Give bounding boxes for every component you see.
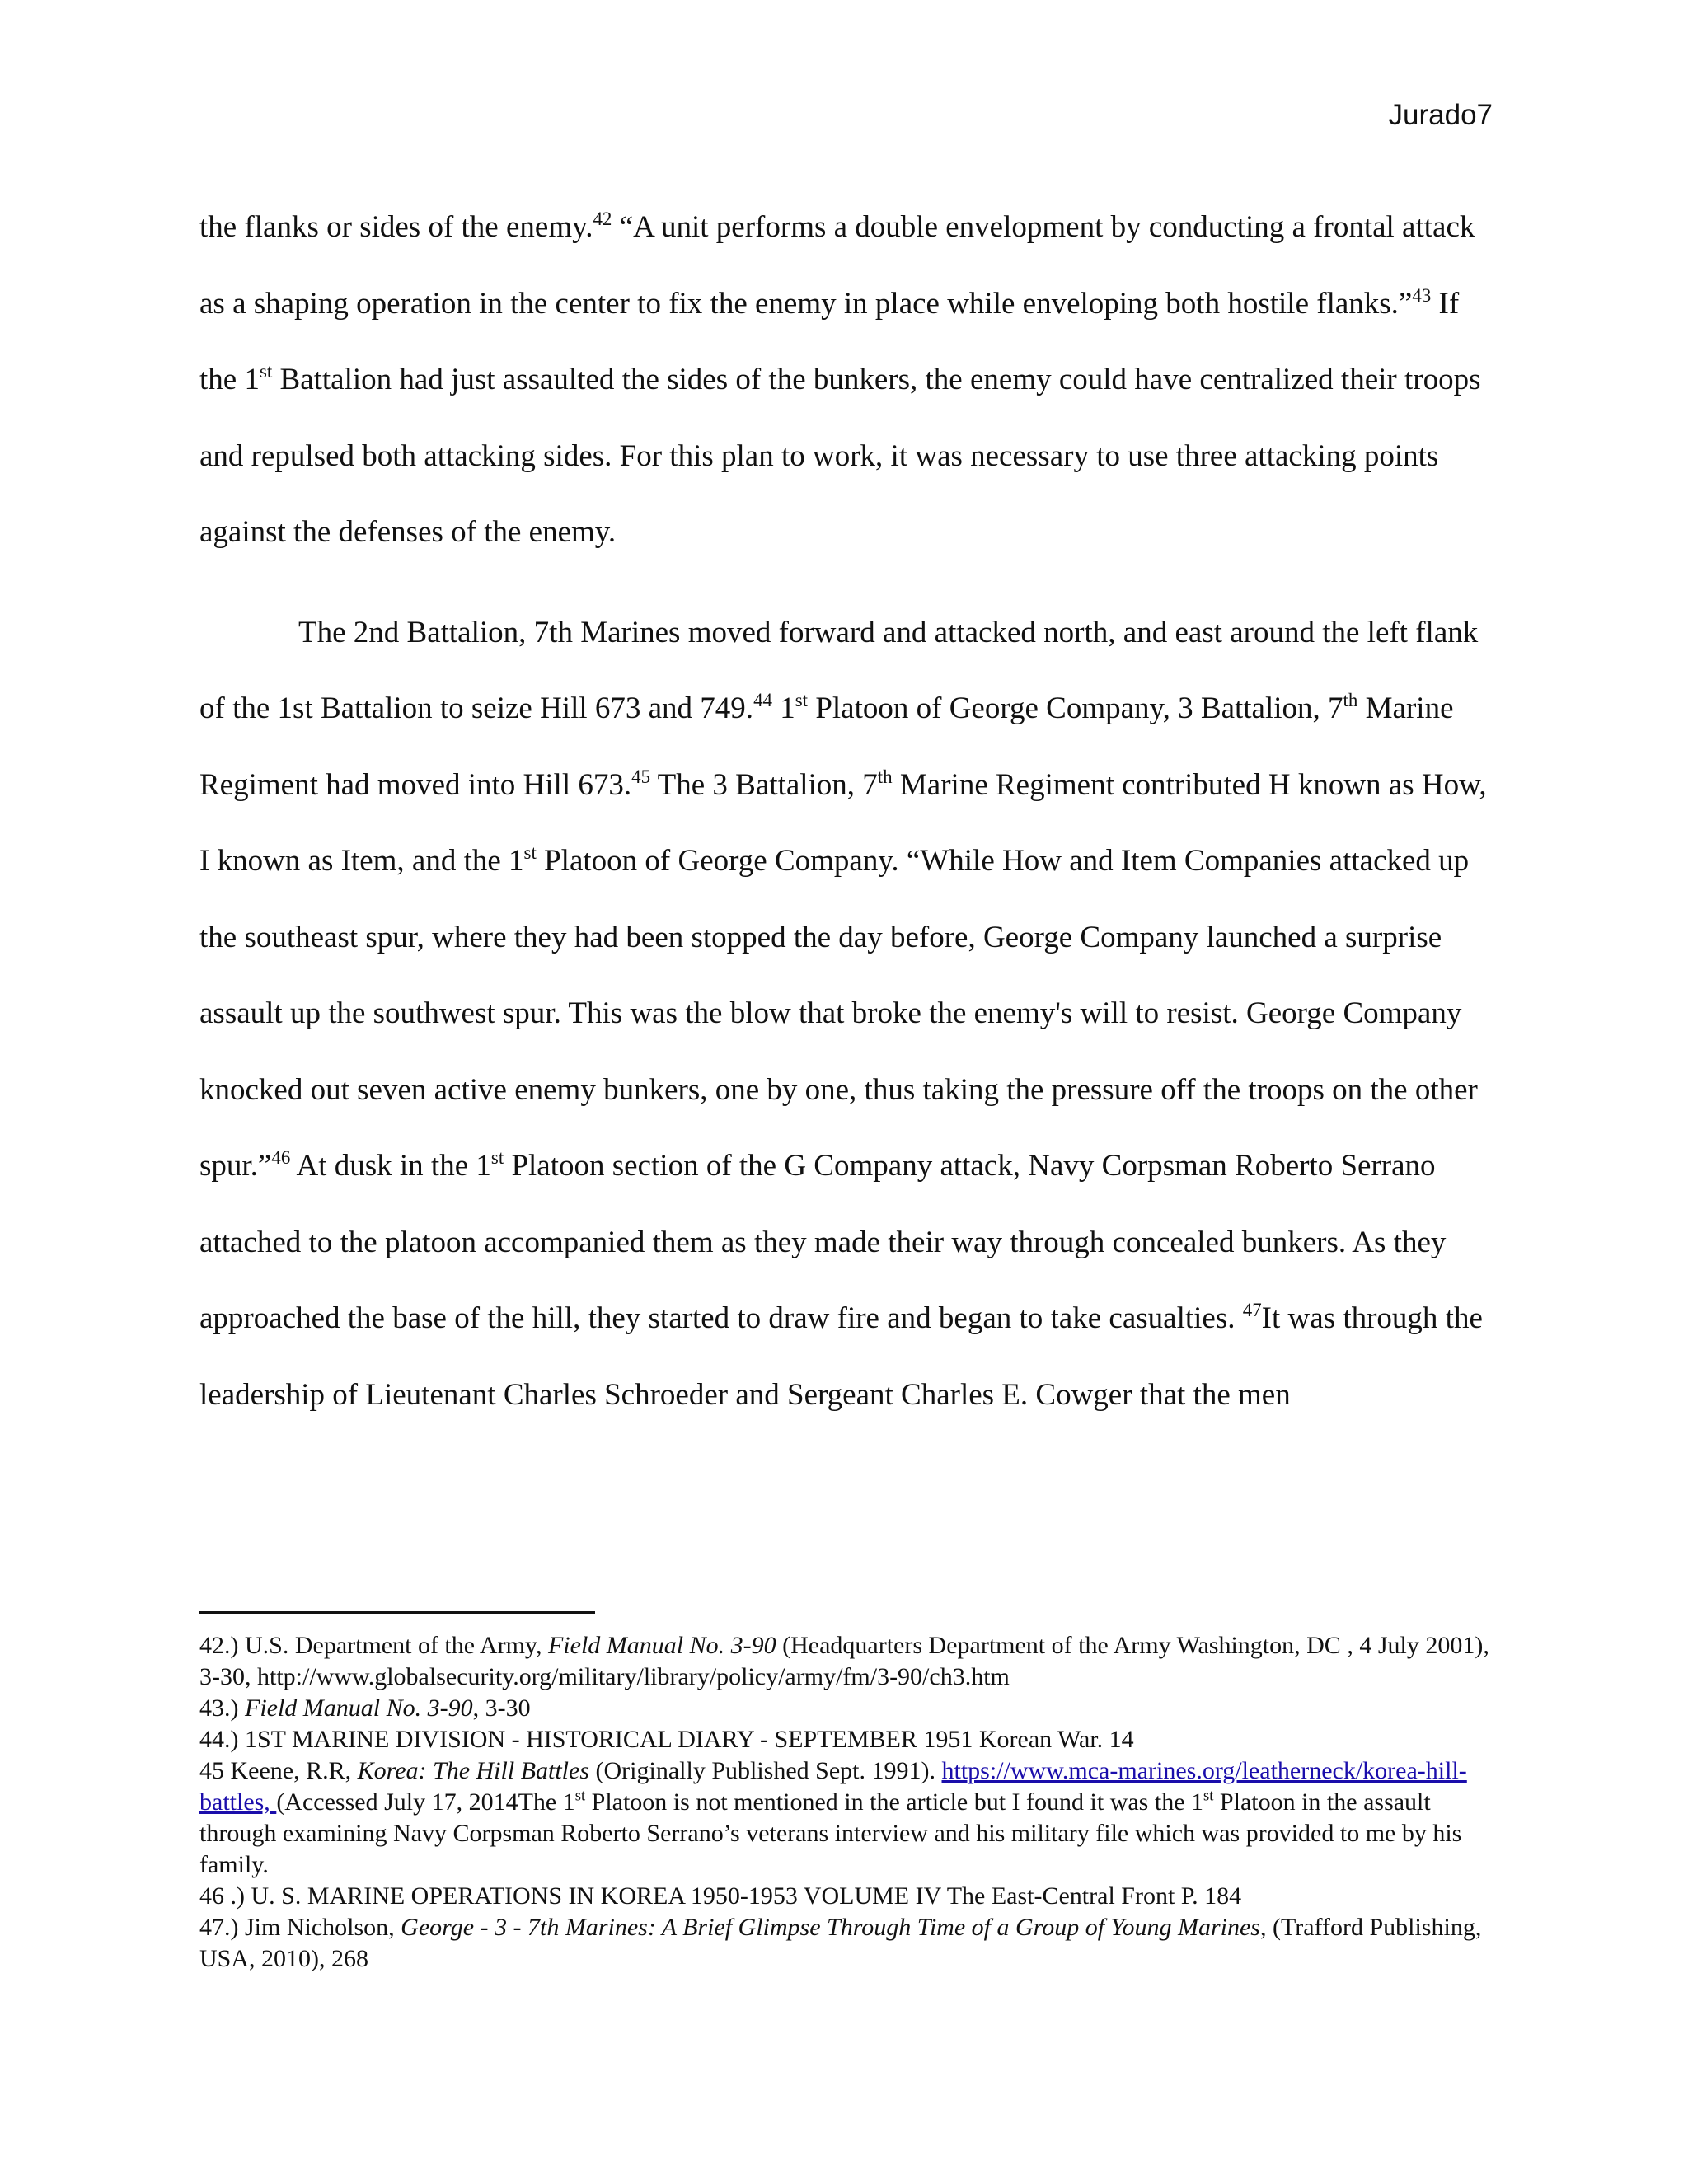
superscript: 47 <box>1242 1299 1262 1320</box>
footnote-45 <box>199 1755 1493 1881</box>
text-run: Battalion had just assaulted the sides of the bunkers, the enemy could have centralized their troops and repulsed both attacking sides. For this plan to work, it was necessary to use three attacking points against the defenses of the enemy. <box>199 363 1481 549</box>
text-run: the flanks or sides of the enemy. <box>199 210 593 244</box>
superscript: 44 <box>753 689 772 710</box>
page-number-label: Jurado7 <box>1388 99 1493 131</box>
superscript: th <box>1343 689 1358 710</box>
superscript: st <box>574 1787 586 1805</box>
footnote-46 <box>199 1881 1493 1912</box>
text-run: 44.) 1ST MARINE DIVISION - HISTORICAL DIARY - SEPTEMBER 1951 Korean War. 14 <box>199 1726 1134 1753</box>
body-paragraph-1 <box>199 190 1493 571</box>
text-run: 45 Keene, R.R, <box>199 1757 358 1784</box>
text-run: Platoon in the assault through examining Navy Corpsman Roberto Serrano’s veterans interview and his military file which was provided to me by his family. <box>199 1788 1462 1878</box>
text-run: It was through the leadership of Lieutenant Charles Schroeder and Sergeant Charles E. Cowger that the men <box>199 1301 1483 1412</box>
text-run: If the 1 <box>199 286 1460 396</box>
text-run: Platoon of George Company, 3 Battalion, 7 <box>808 691 1343 725</box>
superscript: 45 <box>631 766 651 787</box>
superscript: st <box>523 841 537 863</box>
text-run: The 3 Battalion, 7 <box>650 767 878 802</box>
superscript: 46 <box>271 1146 291 1168</box>
text-run: (Originally Published Sept. 1991). <box>589 1757 942 1784</box>
superscript: 42 <box>593 208 612 229</box>
text-run: Marine Regiment had moved into Hill 673. <box>199 691 1454 802</box>
text-run: 43.) <box>199 1694 245 1722</box>
italic-title: George - 3 - 7th Marines: A Brief Glimpse Through Time of a Group of Young Marines <box>401 1914 1260 1941</box>
text-run: At dusk in the 1 <box>290 1149 491 1183</box>
superscript: st <box>259 360 273 382</box>
text-run: Marine Regiment contributed H known as How, I known as Item, and the 1 <box>199 767 1487 878</box>
text-run: “A unit performs a double envelopment by conducting a frontal attack as a shaping operation in the center to fix the enemy in place while enveloping both hostile flanks.” <box>199 210 1475 321</box>
reference-link[interactable]: https://www.mca-marines.org/leatherneck/korea-hill-battles, <box>199 1757 1467 1816</box>
superscript: st <box>795 689 809 710</box>
superscript: st <box>1203 1787 1214 1805</box>
text-run: The 2nd Battalion, 7th Marines moved forward and attacked north, and east around the left flank of the 1st Battalion to seize Hill 673 and 749. <box>199 615 1479 725</box>
footnote-42 <box>199 1630 1493 1693</box>
body-paragraph-2 <box>199 595 1493 1434</box>
footnote-44 <box>199 1724 1493 1755</box>
text-run: (Headquarters Department of the Army Washington, DC , 4 July 2001), 3-30, http://www.globalsecurity.org/military/library/policy/army/fm/3-90/ch3.htm <box>199 1632 1489 1690</box>
italic-title: Field Manual No. 3-90 <box>245 1694 473 1722</box>
text-run: , 3-30 <box>472 1694 531 1722</box>
text-run: 46 .) U. S. MARINE OPERATIONS IN KOREA 1950-1953 VOLUME IV The East-Central Front P. 184 <box>199 1882 1242 1910</box>
text-run: 47.) Jim Nicholson, <box>199 1914 401 1941</box>
page-header <box>1389 99 1493 132</box>
text-run: 42.) U.S. Department of the Army, <box>199 1632 548 1659</box>
text-run: (Accessed July 17, 2014The 1 <box>276 1788 575 1816</box>
footnotes <box>199 1630 1493 1975</box>
italic-title: Korea: The Hill Battles <box>357 1757 590 1784</box>
footnote-47 <box>199 1912 1493 1975</box>
text-run: 1 <box>772 691 795 725</box>
text-run: , (Trafford Publishing, USA, 2010), 268 <box>199 1914 1482 1972</box>
body-text <box>199 190 1493 1433</box>
footnote-separator <box>199 1611 595 1614</box>
superscript: 43 <box>1412 284 1432 306</box>
superscript: th <box>877 766 893 787</box>
text-run: Platoon is not mentioned in the article but I found it was the 1 <box>585 1788 1204 1816</box>
footnote-43 <box>199 1693 1493 1724</box>
superscript: st <box>490 1146 504 1168</box>
text-run: Platoon section of the G Company attack, Navy Corpsman Roberto Serrano attached to the platoon accompanied them as they made their way through concealed bunkers. As they approached the base of the hill, they started to draw fire and began to take casualties. <box>199 1149 1447 1335</box>
italic-title: Field Manual No. 3-90 <box>547 1632 776 1659</box>
text-run: Platoon of George Company. “While How and Item Companies attacked up the southeast spur, where they had been stopped the day before, George Company launched a surprise assault up the southwest spur. This was the blow that broke the enemy's will to resist. George Company knocked out seven active enemy bunkers, one by one, thus taking the pressure off the troops on the other spur.” <box>199 844 1478 1183</box>
